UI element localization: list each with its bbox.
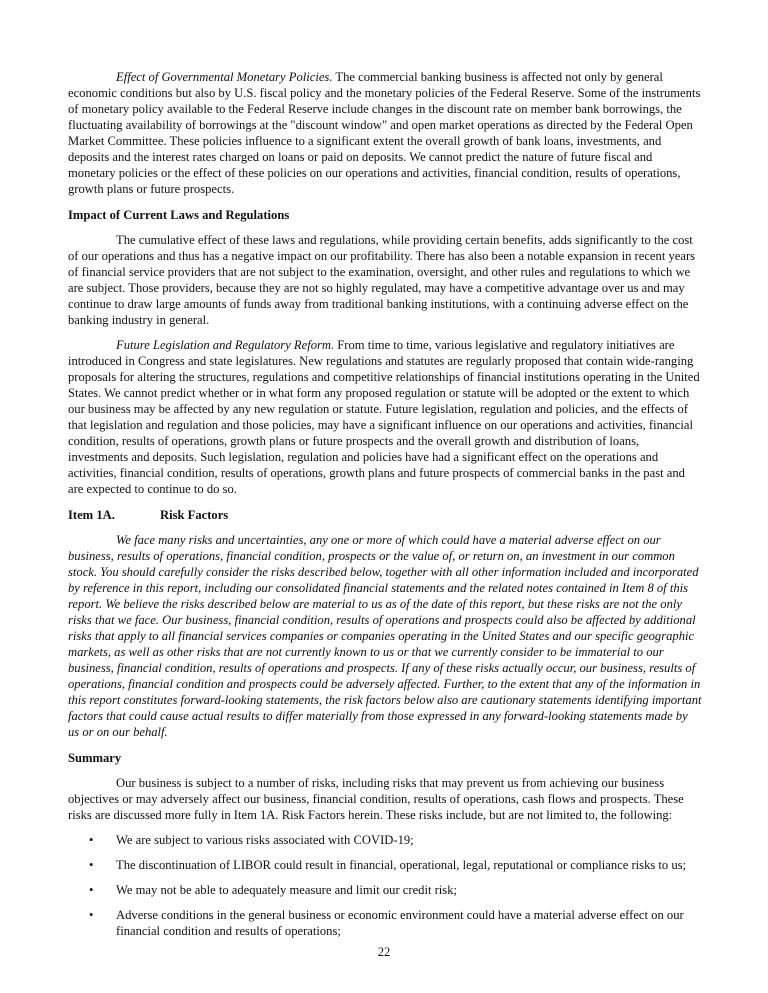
future-legislation-runin-title: Future Legislation and Regulatory Reform. [116, 338, 335, 352]
bullet-text: Adverse conditions in the general business or economic environment could have a material adverse effect on our financial condition and results of operations; [116, 908, 684, 938]
document-page [68, 69, 702, 948]
list-item [68, 857, 702, 873]
bullet-text: We are subject to various risks associated with COVID-19; [116, 833, 414, 847]
monetary-policy-runin-title: Effect of Governmental Monetary Policies. [116, 70, 333, 84]
monetary-policy-paragraph [68, 69, 702, 197]
summary-heading: Summary [68, 751, 122, 765]
page-number: 22 [377, 945, 391, 959]
bullet-text: We may not be able to adequately measure and limit our credit risk; [116, 883, 458, 897]
risk-factors-heading [68, 507, 702, 523]
list-item [68, 907, 702, 939]
item-number: Item 1A. [68, 508, 115, 522]
summary-paragraph: Our business is subject to a number of risks, including risks that may prevent us from achieving our business objectives or may adversely affect our business, financial condition, results of operations, cash flows and prospects. These risks are discussed more fully in Item 1A. Risk Factors herein. These risks include, but are not limited to, the following: [68, 776, 684, 822]
bullet-icon: • [89, 908, 94, 922]
bullet-icon: • [89, 858, 94, 872]
impact-section-paragraph: The cumulative effect of these laws and regulations, while providing certain benefits, adds significantly to the cost of our operations and thus has a negative impact on our profitability. There has also been a notable expansion in recent years of financial service providers that are not subject to the examination, oversight, and other rules and regulations to which we are subject. Those providers, because they are not so highly regulated, may have a competitive advantage over us and may continue to draw large amounts of funds away from traditional banking institutions, with a continuing adverse effect on the banking industry in general. [68, 233, 696, 327]
future-legislation-text: From time to time, various legislative and regulatory initiatives are introduced in Congress and state legislatures. New regulations and statutes are regularly proposed that contain wide-ranging proposals for altering the structures, regulations and competitive relationships of financial institutions operating in the United States. We cannot predict whether or in what form any proposed regulation or statute will be adopted or the extent to which our business may be affected by any new regulation or statute. Future legislation, regulation and policies, and the effects of that legislation and regulation and those policies, may have a significant influence on our operations and activities, financial condition, results of operations, growth plans or future prospects and the overall growth and distribution of loans, investments and deposits. Such legislation, regulation and policies have had a significant effect on the operations and activities, financial condition, results of operations, growth plans and future prospects of commercial banks in the past and are expected to continue to do so. [68, 338, 700, 496]
impact-section-heading: Impact of Current Laws and Regulations [68, 208, 290, 222]
bullet-text: The discontinuation of LIBOR could result in financial, operational, legal, reputational or compliance risks to us; [116, 858, 687, 872]
list-item [68, 882, 702, 898]
bullet-icon: • [89, 883, 94, 897]
bullet-icon: • [89, 833, 94, 847]
risk-factors-intro: We face many risks and uncertainties, any one or more of which could have a material adverse effect on our business, results of operations, financial condition, prospects or the value of, or return on, an investment in our common stock. You should carefully consider the risks described below, together with all other information included and incorporated by reference in this report, including our consolidated financial statements and the related notes contained in Item 8 of this report. We believe the risks described below are material to us as of the date of this report, but these risks are not the only risks that we face. Our business, financial condition, results of operations and prospects could also be affected by additional risks that apply to all financial services companies or companies operating in the United States and our specific geographic markets, as well as other risks that are not currently known to us or that we currently consider to be immaterial to our business, financial condition, results of operations and prospects. If any of these risks actually occur, our business, results of operations, financial condition and prospects could be adversely affected. Further, to the extent that any of the information in this report constitutes forward-looking statements, the risk factors below also are cautionary statements identifying important factors that could cause actual results to differ materially from those expressed in any forward-looking statements made by us or on our behalf. [68, 533, 702, 739]
monetary-policy-text: The commercial banking business is affected not only by general economic conditions but also by U.S. fiscal policy and the monetary policies of the Federal Reserve. Some of the instruments of monetary policy available to the Federal Reserve include changes in the discount rate on member bank borrowings, the fluctuating availability of borrowings at the "discount window" and open market operations as directed by the Federal Open Market Committee. These policies influence to a significant extent the overall growth of bank loans, investments, and deposits and the interest rates charged on loans or paid on deposits. We cannot predict the nature of future fiscal and monetary policies or the effect of these policies on our operations and activities, financial condition, results of operations, growth plans or future prospects. [68, 70, 701, 196]
summary-bullet-list [68, 832, 702, 939]
future-legislation-paragraph [68, 337, 702, 497]
item-title: Risk Factors [160, 508, 229, 522]
list-item [68, 832, 702, 848]
